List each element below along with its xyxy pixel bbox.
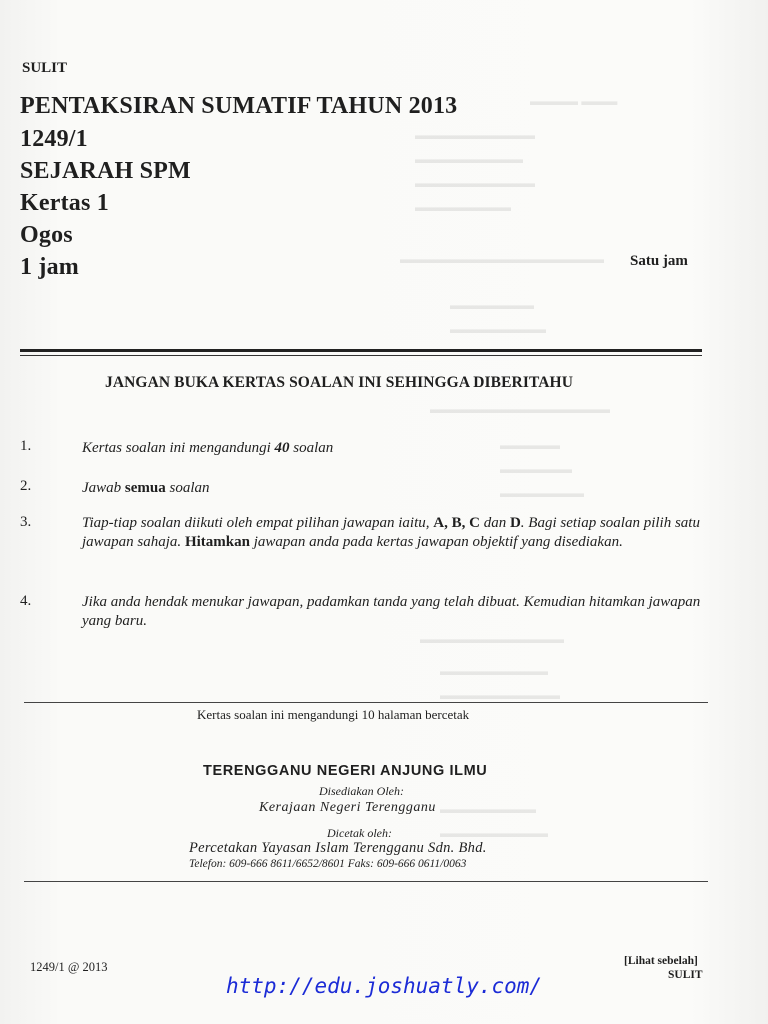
instruction-text-part: soalan bbox=[289, 440, 334, 456]
show-through-text: ▬▬▬▬▬▬▬▬ bbox=[450, 322, 546, 336]
show-through-text: ▬▬▬▬▬▬▬▬▬▬▬▬ bbox=[420, 632, 564, 646]
header-divider-thick bbox=[20, 349, 702, 352]
header-divider-thin bbox=[20, 355, 702, 356]
answer-letters: A, B, C bbox=[433, 515, 480, 531]
show-through-text: ▬▬▬▬▬▬▬▬▬ bbox=[415, 152, 523, 166]
prepared-by-label: Disediakan Oleh: bbox=[319, 784, 404, 798]
show-through-text: ▬▬▬▬▬▬▬▬▬▬ bbox=[415, 128, 535, 142]
show-through-text: ▬▬▬▬▬▬▬ bbox=[450, 298, 534, 312]
answer-letter-d: D bbox=[509, 515, 521, 531]
do-not-open-warning: JANGAN BUKA KERTAS SOALAN INI SEHINGGA DIBERITAHU bbox=[105, 374, 574, 391]
show-through-text: ▬▬▬▬▬▬▬▬▬▬ bbox=[415, 176, 535, 190]
instruction-text-part: dan bbox=[479, 515, 510, 531]
instruction-text: Jika anda hendak menukar jawapan, padamkan tanda yang telah dibuat. Kemudian hitamkan jawapan yang baru. bbox=[82, 594, 701, 629]
state-motto: TERENGGANU NEGERI ANJUNG ILMU bbox=[203, 763, 488, 779]
instruction-text-part: jawapan anda pada kertas jawapan objektif yang disediakan. bbox=[249, 534, 623, 550]
question-count: 40 bbox=[274, 440, 290, 456]
source-url-link[interactable]: http://edu.joshuatly.com/ bbox=[226, 974, 543, 998]
instruction-text-part: soalan bbox=[165, 480, 210, 496]
contact-numbers: Telefon: 609-666 8611/6652/8601 Faks: 609-666 0611/0063 bbox=[189, 858, 467, 870]
instruction-emphasis: semua bbox=[124, 480, 166, 496]
instruction-text bbox=[82, 438, 702, 458]
paper-number: Kertas 1 bbox=[20, 190, 109, 216]
show-through-text: ▬▬▬▬▬▬▬▬▬▬ bbox=[440, 688, 560, 702]
instruction-number: 3. bbox=[20, 514, 32, 530]
classification-bottom: SULIT bbox=[668, 969, 703, 981]
printed-by-label: Dicetak oleh: bbox=[327, 826, 392, 840]
show-through-text: ▬▬▬▬▬▬▬▬▬ bbox=[440, 664, 548, 678]
instruction-text-part: Tiap-tiap soalan diikuti oleh empat pilihan jawapan iaitu, bbox=[82, 515, 434, 531]
show-through-text: ▬▬▬▬▬▬▬ bbox=[500, 486, 584, 500]
footer-paper-code: 1249/1 @ 2013 bbox=[30, 960, 108, 974]
exam-title: PENTAKSIRAN SUMATIF TAHUN 2013 bbox=[20, 93, 458, 119]
subject-name: SEJARAH SPM bbox=[20, 158, 191, 184]
pages-divider bbox=[24, 702, 708, 703]
instruction-text bbox=[82, 514, 702, 552]
show-through-text: ▬▬▬▬▬▬▬▬ bbox=[440, 802, 536, 816]
instruction-text-part: Kertas soalan ini mengandungi bbox=[82, 440, 275, 456]
see-next-page: [Lihat sebelah] bbox=[624, 955, 698, 967]
exam-month: Ogos bbox=[20, 222, 73, 248]
printed-pages-note: Kertas soalan ini mengandungi 10 halaman bercetak bbox=[197, 707, 470, 722]
instruction-number: 4. bbox=[20, 593, 32, 609]
duration-words: Satu jam bbox=[630, 253, 688, 269]
instruction-emphasis: Hitamkan bbox=[184, 534, 250, 550]
publisher-divider bbox=[24, 881, 708, 882]
instruction-text-part: . Bagi setiap soalan pilih satu jawapan sahaja. bbox=[82, 515, 700, 550]
instruction-number: 1. bbox=[20, 438, 32, 454]
paper-code: 1249/1 bbox=[20, 126, 88, 152]
printed-by-org: Percetakan Yayasan Islam Terengganu Sdn. Bhd. bbox=[189, 840, 487, 856]
show-through-text: ▬▬▬▬ ▬▬▬ bbox=[530, 94, 618, 108]
prepared-by-org: Kerajaan Negeri Terengganu bbox=[259, 800, 436, 815]
classification-top: SULIT bbox=[22, 60, 68, 76]
show-through-text: ▬▬▬▬▬▬ bbox=[500, 462, 572, 476]
show-through-text: ▬▬▬▬▬▬▬▬ bbox=[415, 200, 511, 214]
instruction-number: 2. bbox=[20, 478, 32, 494]
show-through-text: ▬▬▬▬▬▬▬▬▬▬▬▬▬▬▬▬▬ bbox=[400, 252, 604, 266]
instruction-text bbox=[82, 478, 702, 498]
show-through-text: ▬▬▬▬▬▬▬▬▬▬▬▬▬▬▬ bbox=[430, 402, 610, 416]
instruction-text-part: Jawab bbox=[82, 480, 125, 496]
show-through-text: ▬▬▬▬▬▬▬▬▬ bbox=[440, 826, 548, 840]
show-through-text: ▬▬▬▬▬ bbox=[500, 438, 560, 452]
exam-duration: 1 jam bbox=[20, 254, 79, 280]
